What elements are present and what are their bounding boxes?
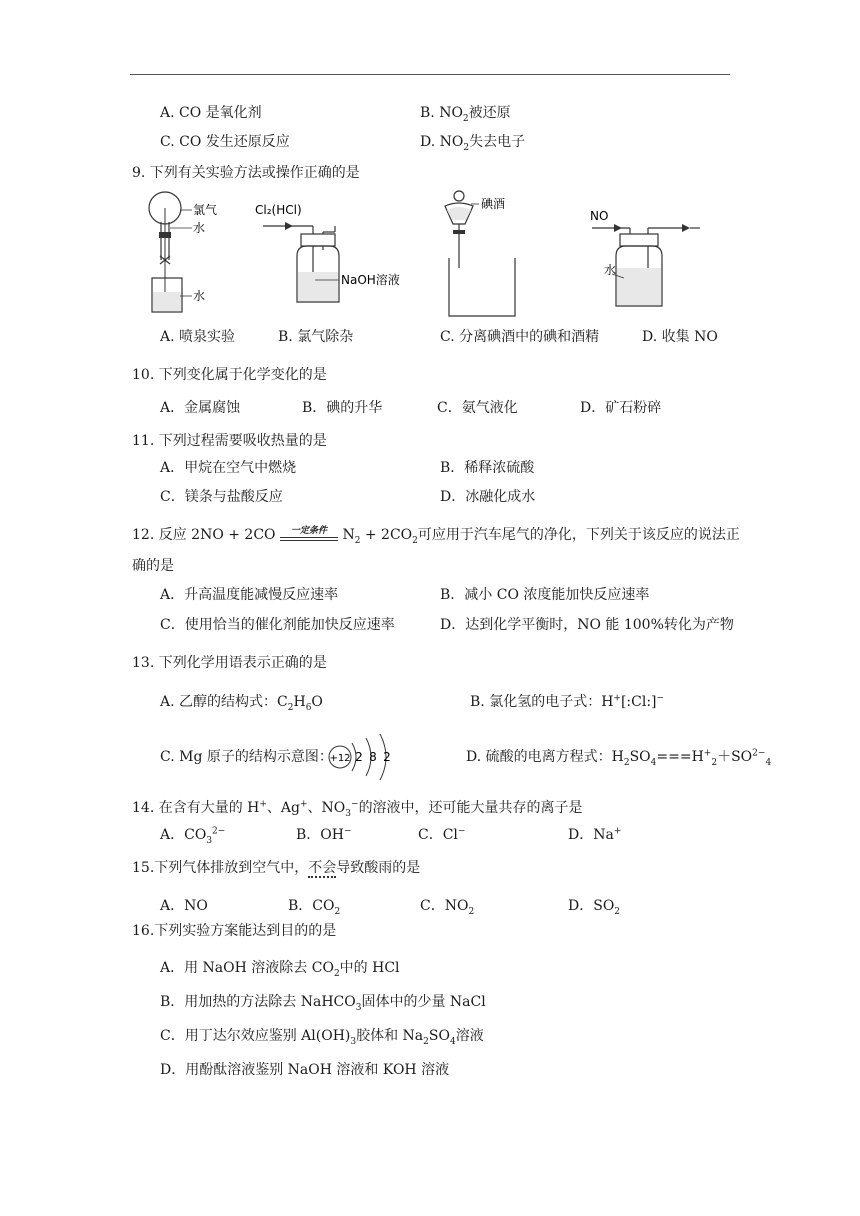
q15-option-d: D．$SO_2$ [568,898,621,917]
header-rule [130,74,730,75]
q9-option-d: D. 收集 NO [642,329,718,345]
q9-fig-c-label: 碘酒 [481,197,506,211]
q9-option-b: B. 氯气除杂 [278,329,354,345]
q9-fig-d-liquid: 水 [604,263,617,277]
q12-stem-line2: 确的是 [132,558,174,574]
q15-stem: 15.下列气体排放到空气中，不会导致酸雨的是 [132,860,421,876]
q9-option-a: A. 喷泉实验 [160,329,236,345]
q11-option-c: C．镁条与盐酸反应 [160,489,283,505]
q9-fig-b-liquid: NaOH溶液 [341,273,400,287]
q9-fig-a-label-chlorine: 氯气 [193,203,218,217]
q9-fig-a-label-water1: 水 [193,221,206,235]
q14-option-b: B．OH− [296,826,352,843]
q13-stem: 13. 下列化学用语表示正确的是 [132,655,327,671]
q8-option-b: B. $NO_2$被还原 [420,105,511,124]
q10-stem: 10. 下列变化属于化学变化的是 [132,367,327,383]
q12-option-a: A．升高温度能减慢反应速率 [160,587,339,603]
q13-option-b: B. 氯化氢的电子式：H+[:Cl:]− [470,693,665,710]
q16-option-d: D．用酚酞溶液鉴别 NaOH 溶液和 KOH 溶液 [160,1062,450,1078]
q9-figure-wash-bottle [255,200,415,312]
q10-option-a: A．金属腐蚀 [160,400,241,416]
q8-option-d: D. $NO_2$失去电子 [420,134,526,153]
q13-mg-nucleus: +12 [329,753,351,764]
q15-option-a: A．NO [160,898,208,914]
q11-option-b: B．稀释浓硫酸 [440,460,535,476]
q13-option-a: A. 乙醇的结构式：$C_2H_6O$ [160,694,323,713]
q16-stem: 16.下列实验方案能达到目的的是 [132,923,337,939]
q8-option-a: A. CO 是氧化剂 [160,105,262,121]
q12-option-d: D．达到化学平衡时，NO 能 100%转化为产物 [440,617,734,633]
q9-stem: 9. 下列有关实验方法或操作正确的是 [132,165,360,181]
q9-figure-fountain [140,188,240,318]
q9-fig-d-gas: NO [590,209,609,223]
q14-option-d: D．Na+ [568,826,622,843]
q13-mg-shell-2: 8 [369,750,377,764]
q13-option-d: D. 硫酸的电离方程式：$H_2SO_4===H^+_2+SO^{2-}_4$ [466,748,772,768]
q14-option-a: A．$CO_3^{2-}$ [160,826,226,846]
q10-option-c: C．氨气液化 [437,400,518,416]
q12-option-b: B．减小 CO 浓度能加快反应速率 [440,587,650,603]
q12-condition-arrow: 一定条件 [280,526,338,541]
q9-figure-separatory-funnel [435,188,555,320]
q12-stem: 12. 反应 2NO + 2CO 一定条件 $N_2 + 2CO_2$可应用于汽车尾气的净化，下列关于该反应的说法正 [132,526,740,546]
q11-option-a: A．甲烷在空气中燃烧 [160,460,297,476]
q8-option-c: C. CO 发生还原反应 [160,134,290,150]
q15-option-c: C．$NO_2$ [420,898,475,917]
q9-fig-a-label-water2: 水 [193,289,206,303]
q11-stem: 11. 下列过程需要吸收热量的是 [132,433,327,449]
q16-option-c: C．用丁达尔效应鉴别 $Al(OH)_3$胶体和 $Na_2SO_4$溶液 [160,1028,484,1047]
q13-mg-atom-diagram [326,730,396,784]
q10-option-b: B．碘的升华 [302,400,383,416]
q9-option-c: C. 分离碘酒中的碘和酒精 [440,329,600,345]
q15-option-b: B．$CO_2$ [288,898,341,917]
q13-mg-shell-3: 2 [383,750,391,764]
q14-stem: 14. 在含有大量的 H+、Ag+、$NO_3^-$的溶液中，还可能大量共存的离子是 [132,799,583,819]
q16-option-b: B．用加热的方法除去 NaHCO$_3$固体中的少量 NaCl [160,994,486,1013]
q13-mg-shell-1: 2 [355,750,363,764]
q13-option-c: C. Mg 原子的结构示意图： [160,749,333,765]
q16-option-a: A．用 NaOH 溶液除去 $CO_2$中的 HCl [160,960,400,979]
q14-option-c: C．Cl− [418,826,466,843]
q9-fig-b-gas: Cl₂(HCl) [255,203,302,217]
q10-option-d: D．矿石粉碎 [580,400,662,416]
q11-option-d: D．冰融化成水 [440,489,536,505]
q9-figure-gas-collection [590,206,720,312]
q12-option-c: C．使用恰当的催化剂能加快反应速率 [160,617,395,633]
